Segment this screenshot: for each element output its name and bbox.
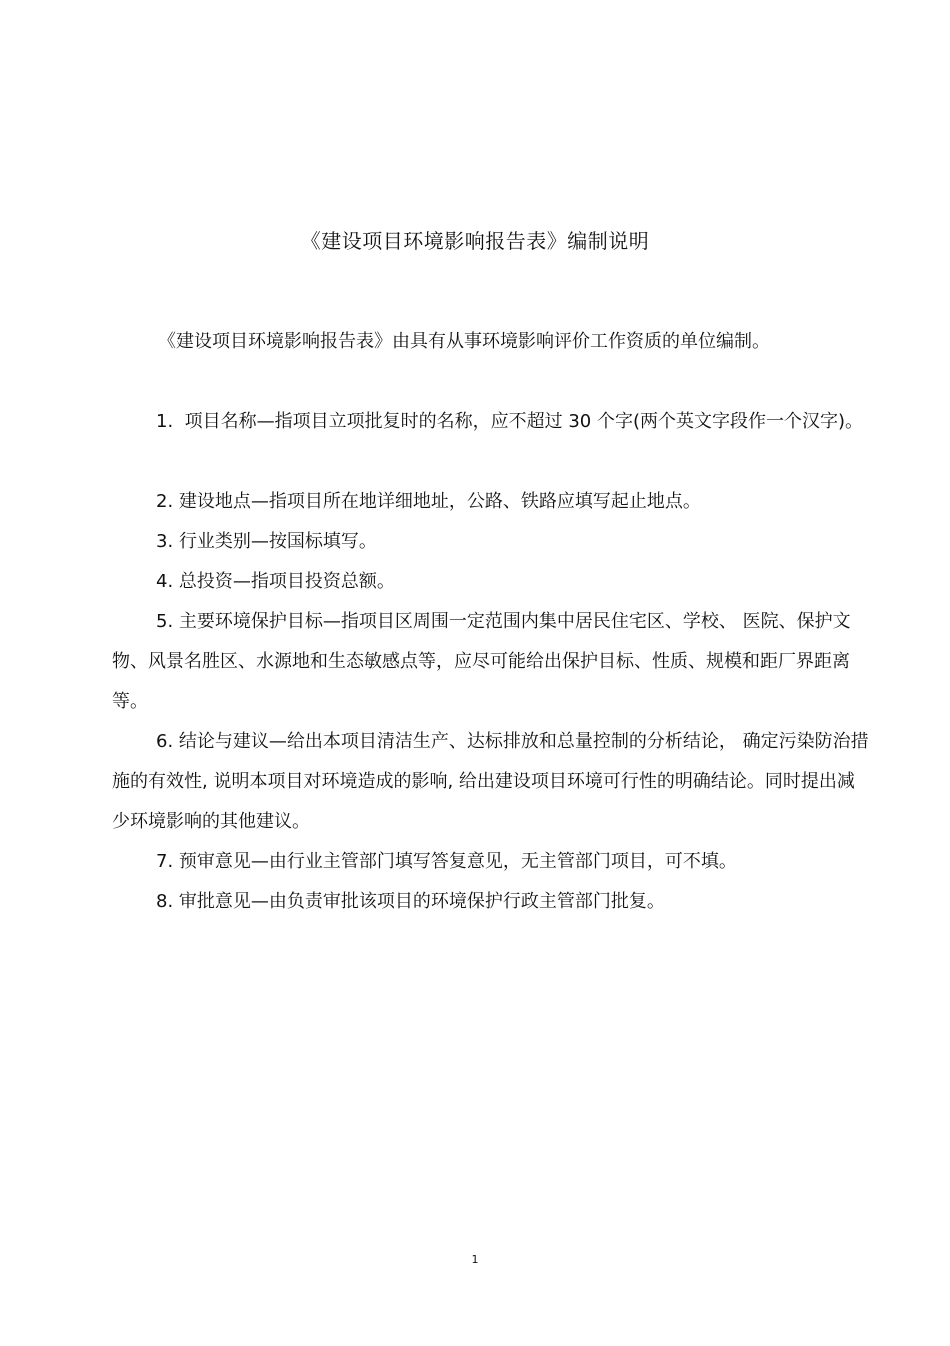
item-number: 1. bbox=[156, 411, 174, 432]
instruction-item-4 bbox=[112, 562, 872, 602]
page-number: 1 bbox=[471, 1253, 479, 1266]
item-number: 2. bbox=[156, 491, 174, 512]
instruction-item-6 bbox=[112, 722, 872, 842]
item-number: 3. bbox=[156, 531, 174, 552]
instruction-item-5 bbox=[112, 602, 872, 722]
item-text: 主要环境保护目标—指项目区周围一定范围内集中居民住宅区、学校、 医院、保护文物、风景名胜区、水源地和生态敏感点等，应尽可能给出保护目标、性质、规模和距厂界距离等。 bbox=[112, 611, 851, 712]
item-text: 项目名称—指项目立项批复时的名称，应不超过 30 个字(两个英文字段作一个汉字)。 bbox=[184, 411, 864, 432]
instruction-item-1 bbox=[112, 402, 888, 442]
item-number: 7. bbox=[156, 851, 174, 872]
item-number: 4. bbox=[156, 571, 174, 592]
item-number: 8. bbox=[156, 891, 174, 912]
instruction-item-3 bbox=[112, 522, 872, 562]
item-text: 审批意见—由负责审批该项目的环境保护行政主管部门批复。 bbox=[178, 891, 665, 912]
item-number: 5. bbox=[156, 611, 174, 632]
document-title: 《建设项目环境影响报告表》编制说明 bbox=[300, 229, 650, 253]
item-text: 行业类别—按国标填写。 bbox=[178, 531, 377, 552]
intro-paragraph: 《建设项目环境影响报告表》由具有从事环境影响评价工作资质的单位编制。 bbox=[158, 331, 770, 352]
item-text: 总投资—指项目投资总额。 bbox=[178, 571, 395, 592]
instruction-item-7 bbox=[112, 842, 872, 882]
item-number: 6. bbox=[156, 731, 174, 752]
item-text: 建设地点—指项目所在地详细地址，公路、铁路应填写起止地点。 bbox=[178, 491, 701, 512]
item-text: 结论与建议—给出本项目清洁生产、达标排放和总量控制的分析结论， 确定污染防治措施的有效性, 说明本项目对环境造成的影响, 给出建设项目环境可行性的明确结论。同时提出减少环境影响的其他建议。 bbox=[112, 731, 869, 832]
instruction-item-2 bbox=[112, 482, 872, 522]
instruction-item-8 bbox=[112, 882, 872, 922]
item-text: 预审意见—由行业主管部门填写答复意见，无主管部门项目，可不填。 bbox=[178, 851, 737, 872]
